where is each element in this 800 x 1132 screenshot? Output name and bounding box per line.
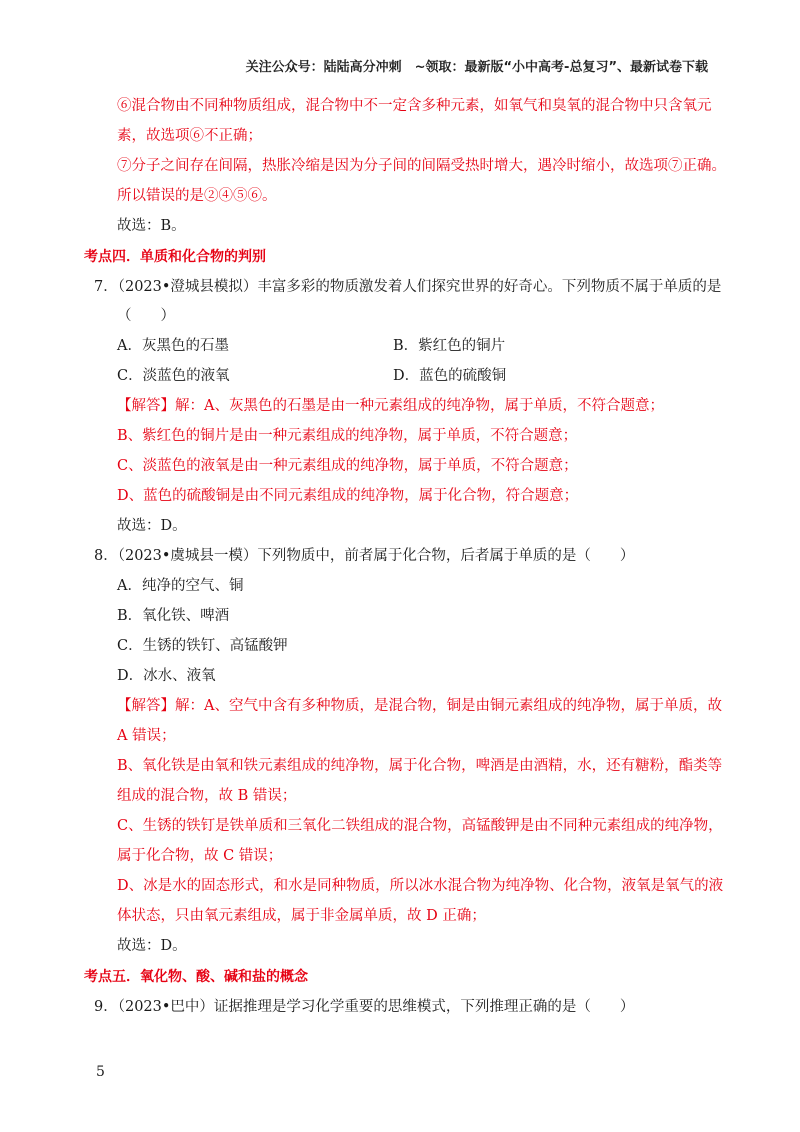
answer-choice: 故选：B。 [117,218,186,234]
option-a: A．纯净的空气、铜 [117,578,244,594]
answer-line: 组成的混合物，故 B 错误； [117,788,297,804]
answer-line: D、冰是水的固态形式，和水是同种物质，所以冰水混合物为纯净物、化合物，液氧是氧气的液 [117,878,724,894]
answer-line: 属于化合物，故 C 错误； [117,848,283,864]
section-heading: 考点五．氧化物、酸、碱和盐的概念 [84,969,308,985]
option-d: D．蓝色的硫酸铜 [393,368,507,384]
answer-line: 所以错误的是②④⑤⑥。 [117,188,277,204]
answer-choice: 故选：D。 [117,938,187,954]
option-c: C．淡蓝色的液氧 [117,368,230,384]
page-number: 5 [96,1064,105,1080]
answer-line: ⑦分子之间存在间隔，热胀冷缩是因为分子间的间隔受热时增大，遇冷时缩小，故选项⑦正确。 [117,158,726,174]
question-7-blank: （ ） [117,308,175,324]
question-9: 9．（2023•巴中）证据推理是学习化学重要的思维模式，下列推理正确的是（ ） [94,999,635,1015]
option-b: B．氧化铁、啤酒 [117,608,230,624]
answer-line: 【解答】解：A、灰黑色的石墨是由一种元素组成的纯净物，属于单质，不符合题意； [117,398,664,414]
page-header: 关注公众号：陆陆高分冲刺 ~领取：最新版“小中高考-总复习”、最新试卷下载 [245,60,708,75]
question-7: 7．（2023•澄城县模拟）丰富多彩的物质激发着人们探究世界的好奇心。下列物质不属于单质的是 [94,279,722,295]
section-heading: 考点四．单质和化合物的判别 [84,249,266,265]
answer-line: 【解答】解：A、空气中含有多种物质，是混合物，铜是由铜元素组成的纯净物，属于单质，故 [117,698,722,714]
answer-line: D、蓝色的硫酸铜是由不同元素组成的纯净物，属于化合物，符合题意； [117,488,579,504]
answer-line: 素，故选项⑥不正确； [117,128,262,144]
answer-line: C、生锈的铁钉是铁单质和三氧化二铁组成的混合物，高锰酸钾是由不同种元素组成的纯净物， [117,818,723,834]
option-c: C．生锈的铁钉、高锰酸钾 [117,638,288,654]
option-d: D．冰水、液氧 [117,668,216,684]
answer-line: B、紫红色的铜片是由一种元素组成的纯净物，属于单质，不符合题意； [117,428,578,444]
answer-line: ⑥混合物由不同种物质组成，混合物中不一定含多种元素，如氧气和臭氧的混合物中只含氧元 [117,98,712,114]
answer-line: C、淡蓝色的液氧是由一种元素组成的纯净物，属于单质，不符合题意； [117,458,578,474]
answer-line: 体状态，只由氧元素组成，属于非金属单质，故 D 正确； [117,908,486,924]
option-a: A．灰黑色的石墨 [117,338,229,354]
question-8: 8．（2023•虞城县一模）下列物质中，前者属于化合物，后者属于单质的是（ ） [94,548,635,564]
answer-choice: 故选：D。 [117,518,187,534]
option-b: B．紫红色的铜片 [393,338,506,354]
answer-line: B、氧化铁是由氧和铁元素组成的纯净物，属于化合物，啤酒是由酒精，水，还有糖粉，酯类等 [117,758,723,774]
answer-line: A 错误； [117,728,176,744]
